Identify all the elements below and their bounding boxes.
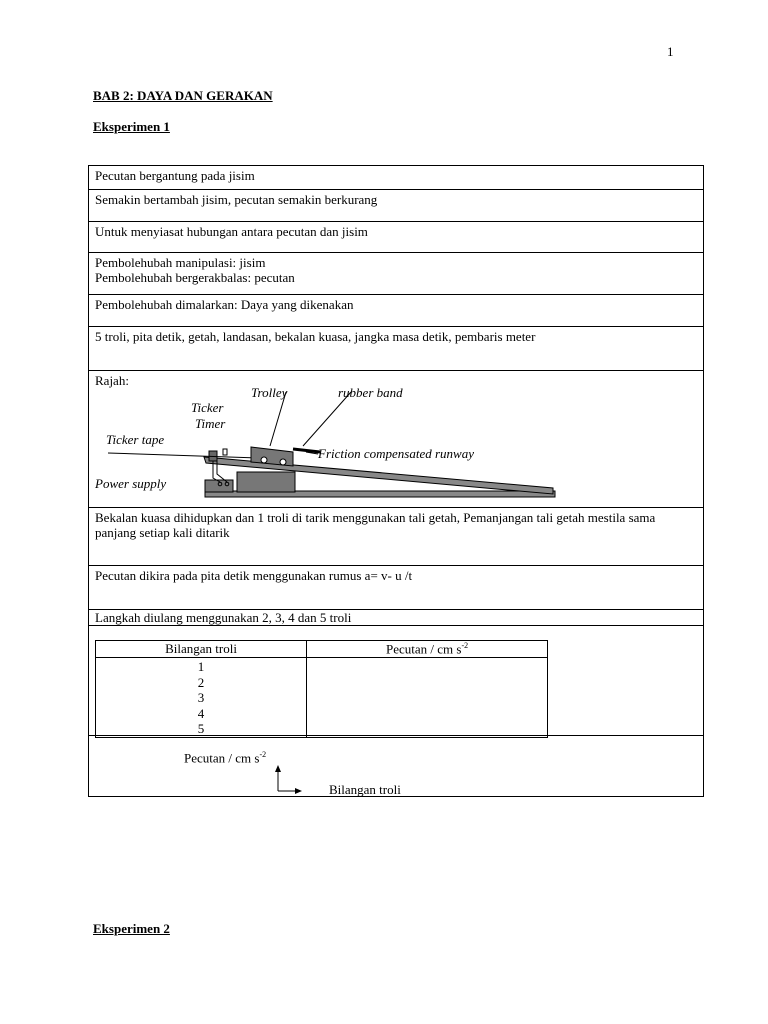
- label-power-supply: Power supply: [95, 476, 167, 491]
- repeat-row: [88, 609, 704, 625]
- manipulated-variable: Pembolehubah manipulasi: jisim: [95, 255, 266, 270]
- x-axis-arrow: [295, 788, 302, 794]
- variables-text: [95, 255, 295, 285]
- y-axis-arrow: [275, 765, 281, 772]
- calculation-row: [88, 565, 704, 609]
- inference-row: [88, 165, 704, 189]
- apparatus-text: 5 troli, pita detik, getah, landasan, bekalan kuasa, jangka masa detik, pembaris meter: [95, 329, 536, 344]
- label-trolley: Trolley: [251, 385, 288, 400]
- hypothesis-text: Semakin bertambah jisim, pecutan semakin berkurang: [95, 192, 378, 207]
- results-table: [95, 640, 548, 738]
- acceleration-column: [307, 658, 548, 738]
- variables-row: [88, 252, 704, 294]
- trolley-count-3: 3: [197, 690, 205, 706]
- aim-text: Untuk menyiasat hubungan antara pecutan dan jisim: [95, 224, 368, 239]
- repeat-text: Langkah diulang menggunakan 2, 3, 4 dan 5 troli: [95, 610, 352, 625]
- graph-axes: [270, 764, 310, 798]
- rubber-band: [293, 449, 320, 452]
- trolley-count-5: 5: [197, 721, 205, 737]
- hypothesis-row: [88, 189, 704, 221]
- diagram-label: Rajah:: [95, 373, 129, 388]
- results-body-row: [96, 658, 548, 738]
- fixed-variable-text: Pembolehubah dimalarkan: Daya yang dikenakan: [95, 297, 354, 312]
- trolley-wheel-2: [280, 459, 286, 465]
- graph-x-label: Bilangan troli: [329, 782, 401, 797]
- trolley-count-column: [96, 658, 307, 738]
- chapter-title: BAB 2: DAYA DAN GERAKAN: [93, 88, 273, 103]
- experiment-2-title: Eksperimen 2: [93, 921, 170, 936]
- procedure-text: Bekalan kuasa dihidupkan dan 1 troli di tarik menggunakan tali getah, Pemanjangan tali getah mestila sama panjang setiap kali ditarik: [95, 510, 656, 540]
- experiment-apparatus-diagram: [88, 370, 704, 507]
- results-header-row: [96, 641, 548, 658]
- label-runway: Friction compensated runway: [318, 446, 474, 461]
- trolley-count-4: 4: [197, 705, 205, 721]
- responding-variable: Pembolehubah bergerakbalas: pecutan: [95, 270, 295, 285]
- calculation-text: Pecutan dikira pada pita detik menggunakan rumus a= v- u /t: [95, 568, 413, 583]
- ticker-tape: [108, 453, 258, 458]
- trolley-count-2: 2: [197, 674, 205, 690]
- aim-row: [88, 221, 704, 252]
- label-timer: Timer: [195, 416, 226, 431]
- page-number: 1: [667, 44, 674, 59]
- experiment-1-title: Eksperimen 1: [93, 119, 170, 134]
- ticker-timer-post: [223, 449, 227, 455]
- apparatus-row: [88, 326, 704, 370]
- procedure-row: [88, 507, 704, 565]
- rubber-band-pointer: [303, 392, 351, 446]
- fixed-variable-row: [88, 294, 704, 326]
- trolley-wheel-1: [261, 457, 267, 463]
- label-ticker-tape: Ticker tape: [106, 432, 165, 447]
- support-block: [237, 472, 295, 492]
- graph-y-label: Pecutan / cm $s^{-2}$: [184, 750, 267, 766]
- trolley-pointer: [270, 392, 286, 446]
- header-bilangan-troli: Bilangan troli: [96, 641, 307, 658]
- inference-text: Pecutan bergantung pada jisim: [95, 168, 255, 183]
- label-rubber-band: rubber band: [338, 385, 403, 400]
- trolley-count-1: 1: [197, 659, 205, 675]
- header-pecutan: Pecutan / cm $s^{-2}$: [307, 641, 548, 658]
- label-ticker: Ticker: [191, 400, 224, 415]
